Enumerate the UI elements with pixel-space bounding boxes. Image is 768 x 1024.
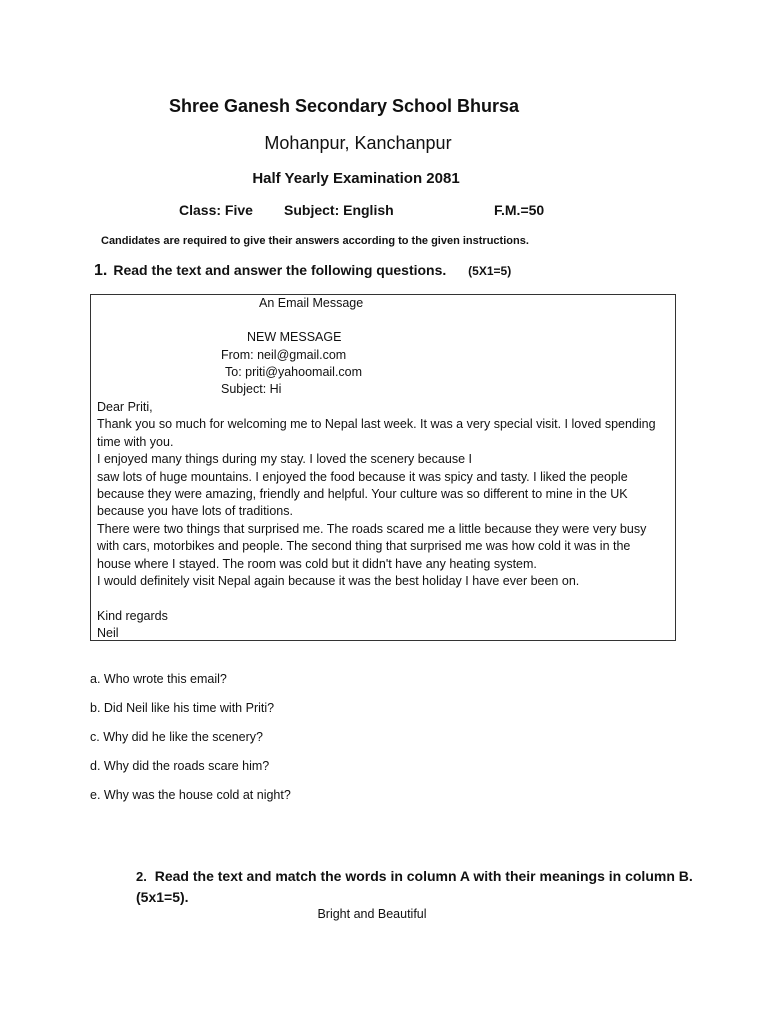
email-paragraph: I enjoyed many things during my stay. I loved the scenery because I <box>97 452 472 467</box>
instructions: Candidates are required to give their answers according to the given instructions. <box>101 235 529 247</box>
question-item: a. Who wrote this email? <box>90 672 227 686</box>
exam-title: Half Yearly Examination 2081 <box>252 170 460 187</box>
email-paragraph: Thank you so much for welcoming me to Nepal last week. It was a very special visit. I loved spending time with you. <box>97 417 656 449</box>
question-1-number: 1. <box>94 262 108 279</box>
question-1-marks: (5X1=5) <box>468 264 512 278</box>
question-item: e. Why was the house cold at night? <box>90 788 291 802</box>
email-closing: Kind regards <box>97 608 168 623</box>
question-2-heading <box>136 866 696 908</box>
subject-label: Subject: English <box>284 202 394 218</box>
email-salutation: Dear Priti, <box>97 400 153 414</box>
poem-title: Bright and Beautiful <box>317 907 427 921</box>
email-from: From: neil@gmail.com <box>221 348 347 362</box>
email-paragraph: There were two things that surprised me. The roads scared me a little because they were very busy with cars, motorbikes and people. The second thing that surprised me was how cold it was in the house where I stayed. The room was cold but it didn't have any heating system. <box>97 521 647 571</box>
email-passage-box <box>90 294 676 641</box>
school-location: Mohanpur, Kanchanpur <box>264 133 452 153</box>
question-item: c. Why did he like the scenery? <box>90 730 263 744</box>
full-marks: F.M.=50 <box>494 202 545 218</box>
email-paragraph: I would definitely visit Nepal again because it was the best holiday I have ever been on. <box>97 574 580 589</box>
email-new-message: NEW MESSAGE <box>247 330 342 344</box>
question-1-text: Read the text and answer the following questions. <box>113 262 447 278</box>
email-subject: Subject: Hi <box>221 382 282 396</box>
question-2-number: 2. <box>136 869 147 884</box>
question-item: b. Did Neil like his time with Priti? <box>90 701 275 715</box>
question-2-text: Read the text and match the words in column A with their meanings in column B. (5x1=5). <box>136 868 693 905</box>
email-signature: Neil <box>97 626 119 641</box>
question-1-heading <box>94 262 511 280</box>
email-heading: An Email Message <box>259 296 364 310</box>
question-item: d. Why did the roads scare him? <box>90 759 270 773</box>
email-to: To: priti@yahoomail.com <box>225 365 363 379</box>
school-name: Shree Ganesh Secondary School Bhursa <box>168 96 520 116</box>
email-body <box>97 399 667 643</box>
email-paragraph: saw lots of huge mountains. I enjoyed the food because it was spicy and tasty. I liked the people because they were amazing, friendly and helpful. Your culture was so different to mine in the UK because you have lots of traditions. <box>97 469 628 519</box>
class-label: Class: Five <box>179 202 253 218</box>
